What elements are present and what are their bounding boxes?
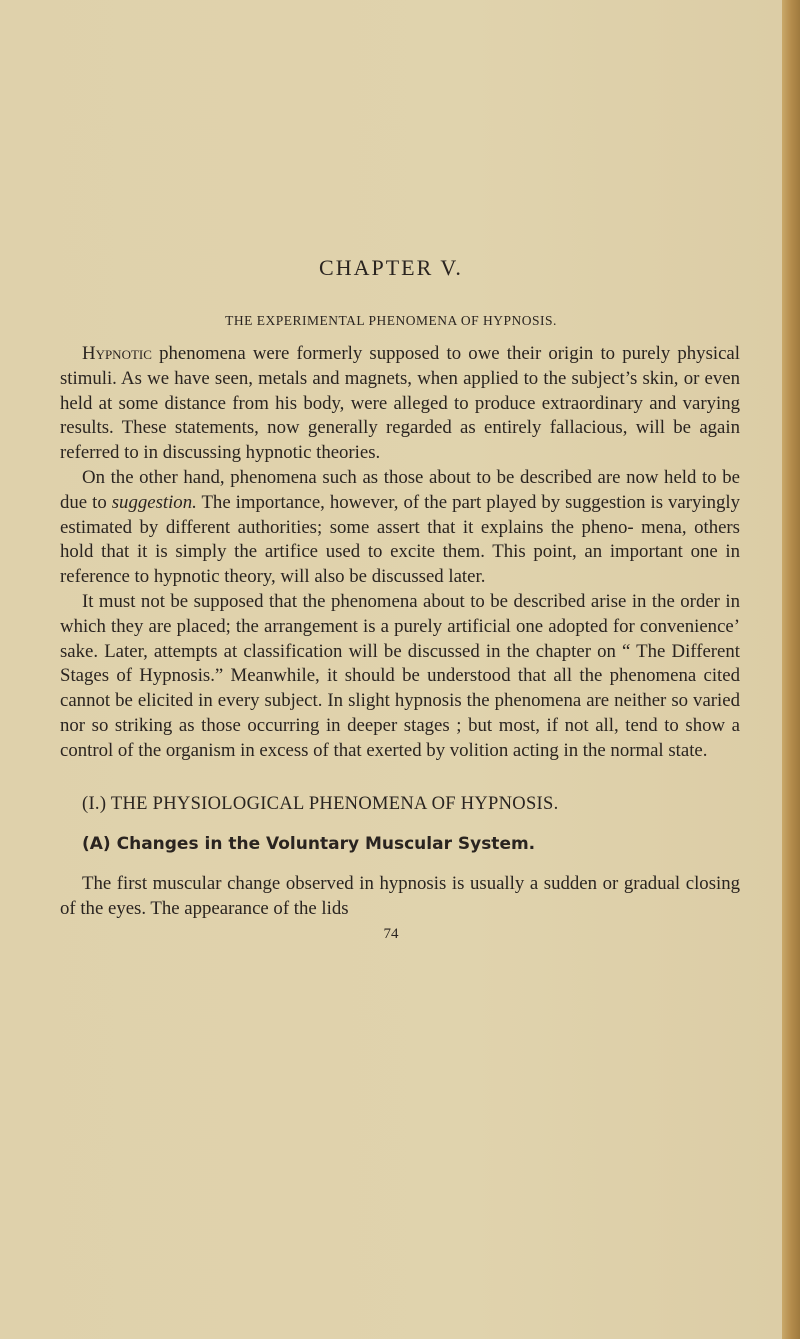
page-edge bbox=[782, 0, 800, 1339]
paragraph-2-text-b: The importance, however, of the part played by suggestion is varyingly estimated by different authorities; some assert that it explains the pheno- mena, others hold that it is simply the artifice used to excite them. This point, an important one in reference to hypnotic theory, will also be discussed later. bbox=[60, 491, 740, 588]
paragraph-1 bbox=[60, 342, 740, 466]
paragraph-2 bbox=[60, 466, 740, 590]
section-heading: (I.) THE PHYSIOLOGICAL PHENOMENA OF HYPNOSIS. bbox=[82, 794, 559, 814]
subsection-heading: (A) Changes in the Voluntary Muscular System. bbox=[82, 834, 536, 854]
section-text bbox=[60, 872, 740, 922]
chapter-title: CHAPTER V. bbox=[319, 255, 463, 280]
page-number: 74 bbox=[383, 926, 399, 942]
paragraph-4: The first muscular change observed in hypnosis is usually a sudden or gradual closing of the eyes. The appearance of the lids bbox=[60, 873, 740, 919]
drop-lead: Hypnotic bbox=[82, 343, 152, 364]
paragraph-1-text: phenomena were formerly supposed to owe their origin to purely physical stimuli. As we have seen, metals and magnets, when applied to the subject’s skin, or even held at some distance from his body, were alleged to produce extraordinary and varying results. These statements, now generally regarded as entirely fallacious, will be again referred to in discussing hypnotic theories. bbox=[60, 343, 740, 464]
intro-text bbox=[60, 342, 740, 764]
chapter-subtitle: THE EXPERIMENTAL PHENOMENA OF HYPNOSIS. bbox=[225, 313, 557, 328]
paragraph-3: It must not be supposed that the phenomena about to be described arise in the order in which they are placed; the arrangement is a purely artificial one adopted for convenience’ sake. Later, attempts at classification will be discussed in the chapter on “ The Different Stages of Hypnosis.” Meanwhile, it should be understood that all the phenomena cited cannot be elicited in every subject. In slight hypnosis the phenomena are neither so varied nor so striking as those occurring in deeper stages ; but most, if not all, tend to show a control of the organism in excess of that exerted by volition acting in the normal state. bbox=[60, 590, 740, 761]
paragraph-2-text-a: On the other hand, phenomena such as those about to be described are now held to be due to bbox=[60, 466, 740, 513]
emphasis-suggestion: suggestion. bbox=[111, 491, 197, 513]
